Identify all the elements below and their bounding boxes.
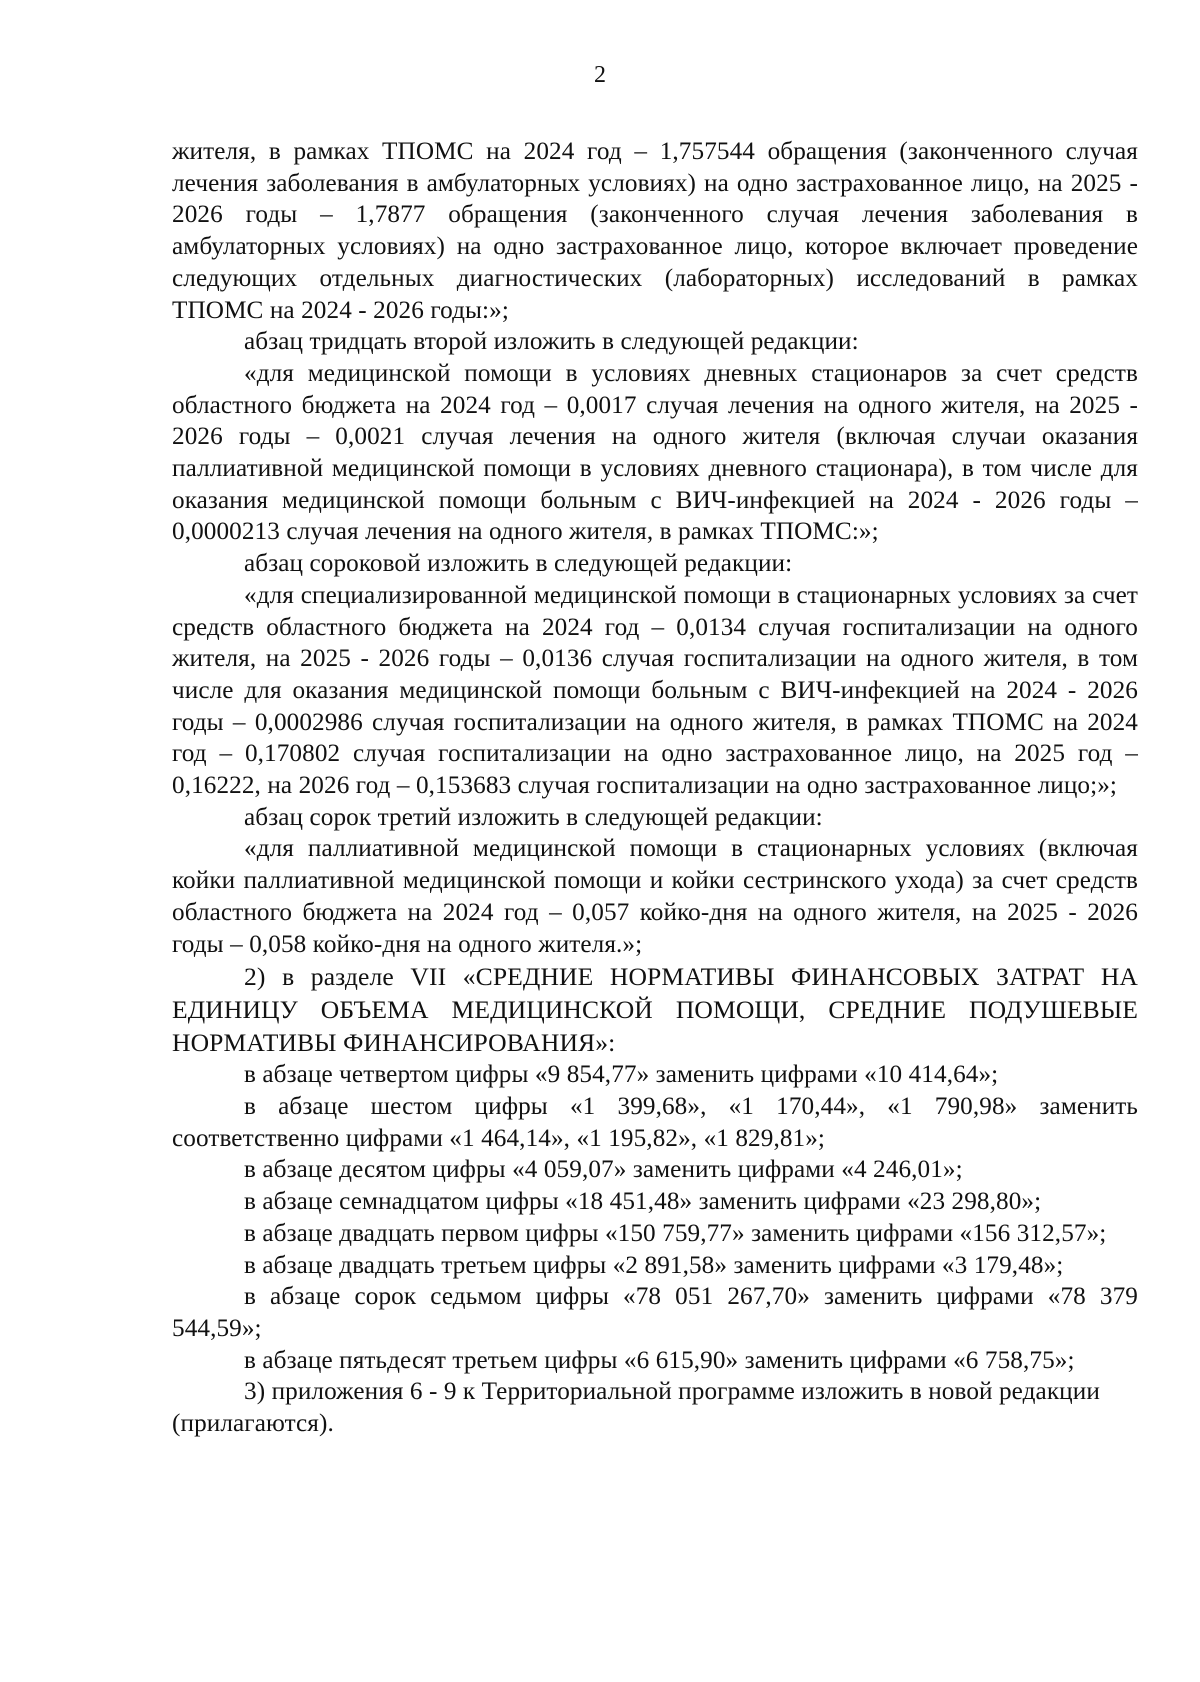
paragraph-figures-47: в абзаце сорок седьмом цифры «78 051 267,70» заменить цифрами «78 379 544,59»; — [172, 1283, 1138, 1342]
paragraph-figures-53: в абзаце пятьдесят третьем цифры «6 615,90» заменить цифрами «6 758,75»; — [244, 1346, 1075, 1374]
paragraph-amendment-40-intro: абзац сороковой изложить в следующей редакции: — [244, 550, 793, 578]
paragraph-section-vii-heading: 2) в разделе VII «СРЕДНИЕ НОРМАТИВЫ ФИНАНСОВЫХ ЗАТРАТ НА ЕДИНИЦУ ОБЪЕМА МЕДИЦИНСКОЙ ПОМОЩИ, СРЕДНИЕ ПОДУШЕВЫЕ НОРМАТИВЫ ФИНАНСИРОВАНИЯ»: — [172, 962, 1138, 1058]
paragraph-amendment-43-text: «для паллиативной медицинской помощи в стационарных условиях (включая койки паллиативной медицинской помощи и койки сестринского ухода) за счет средств областного бюджета на 2024 год – 0,057 койко-дня на одного жителя, на 2025 - 2026 годы – 0,058 койко-дня на одного жителя.»; — [172, 835, 1138, 958]
document-body — [172, 136, 1138, 1440]
paragraph-figures-17: в абзаце семнадцатом цифры «18 451,48» заменить цифрами «23 298,80»; — [244, 1188, 1042, 1216]
paragraph-figures-10: в абзаце десятом цифры «4 059,07» заменить цифрами «4 246,01»; — [244, 1156, 963, 1184]
paragraph-amendment-40-text: «для специализированной медицинской помощи в стационарных условиях за счет средств областного бюджета на 2024 год – 0,0134 случая госпитализации на одного жителя, на 2025 - 2026 годы – 0,0136 случая госпитализации на одного жителя, в том числе для оказания медицинской помощи больным с ВИЧ-инфекцией на 2024 - 2026 годы – 0,0002986 случая госпитализации на одного жителя, в рамках ТПОМС на 2024 год – 0,170802 случая госпитализации на одно застрахованное лицо, на 2025 год – 0,16222, на 2026 год – 0,153683 случая госпитализации на одно застрахованное лицо;»; — [172, 581, 1138, 800]
paragraph-figures-21: в абзаце двадцать первом цифры «150 759,77» заменить цифрами «156 312,57»; — [244, 1219, 1107, 1247]
page-number: 2 — [594, 62, 606, 88]
paragraph-appendices: 3) приложения 6 - 9 к Территориальной программе изложить в новой редакции (прилагаются). — [172, 1378, 1100, 1438]
paragraph-continuation: жителя, в рамках ТПОМС на 2024 год – 1,757544 обращения (законченного случая лечения заболевания в амбулаторных условиях) на одно застрахованное лицо, на 2025 - 2026 годы – 1,7877 обращения (законченного случая лечения заболевания в амбулаторных условиях) на одно застрахованное лицо, которое включает проведение следующих отдельных диагностических (лабораторных) исследований в рамках ТПОМС на 2024 - 2026 годы:»; — [172, 138, 1138, 324]
paragraph-figures-4: в абзаце четвертом цифры «9 854,77» заменить цифрами «10 414,64»; — [244, 1061, 999, 1089]
paragraph-amendment-32-text: «для медицинской помощи в условиях дневных стационаров за счет средств областного бюджета на 2024 год – 0,0017 случая лечения на одного жителя, на 2025 - 2026 годы – 0,0021 случая лечения на одного жителя (включая случаи оказания паллиативной медицинской помощи в условиях дневного стационара), в том числе для оказания медицинской помощи больным с ВИЧ-инфекцией на 2024 - 2026 годы – 0,0000213 случая лечения на одного жителя, в рамках ТПОМС:»; — [172, 359, 1138, 546]
paragraph-amendment-32-intro: абзац тридцать второй изложить в следующей редакции: — [244, 328, 859, 356]
paragraph-figures-6: в абзаце шестом цифры «1 399,68», «1 170,44», «1 790,98» заменить соответственно цифрами «1 464,14», «1 195,82», «1 829,81»; — [172, 1092, 1138, 1152]
paragraph-figures-23: в абзаце двадцать третьем цифры «2 891,58» заменить цифрами «3 179,48»; — [244, 1251, 1064, 1279]
paragraph-amendment-43-intro: абзац сорок третий изложить в следующей редакции: — [244, 803, 823, 831]
